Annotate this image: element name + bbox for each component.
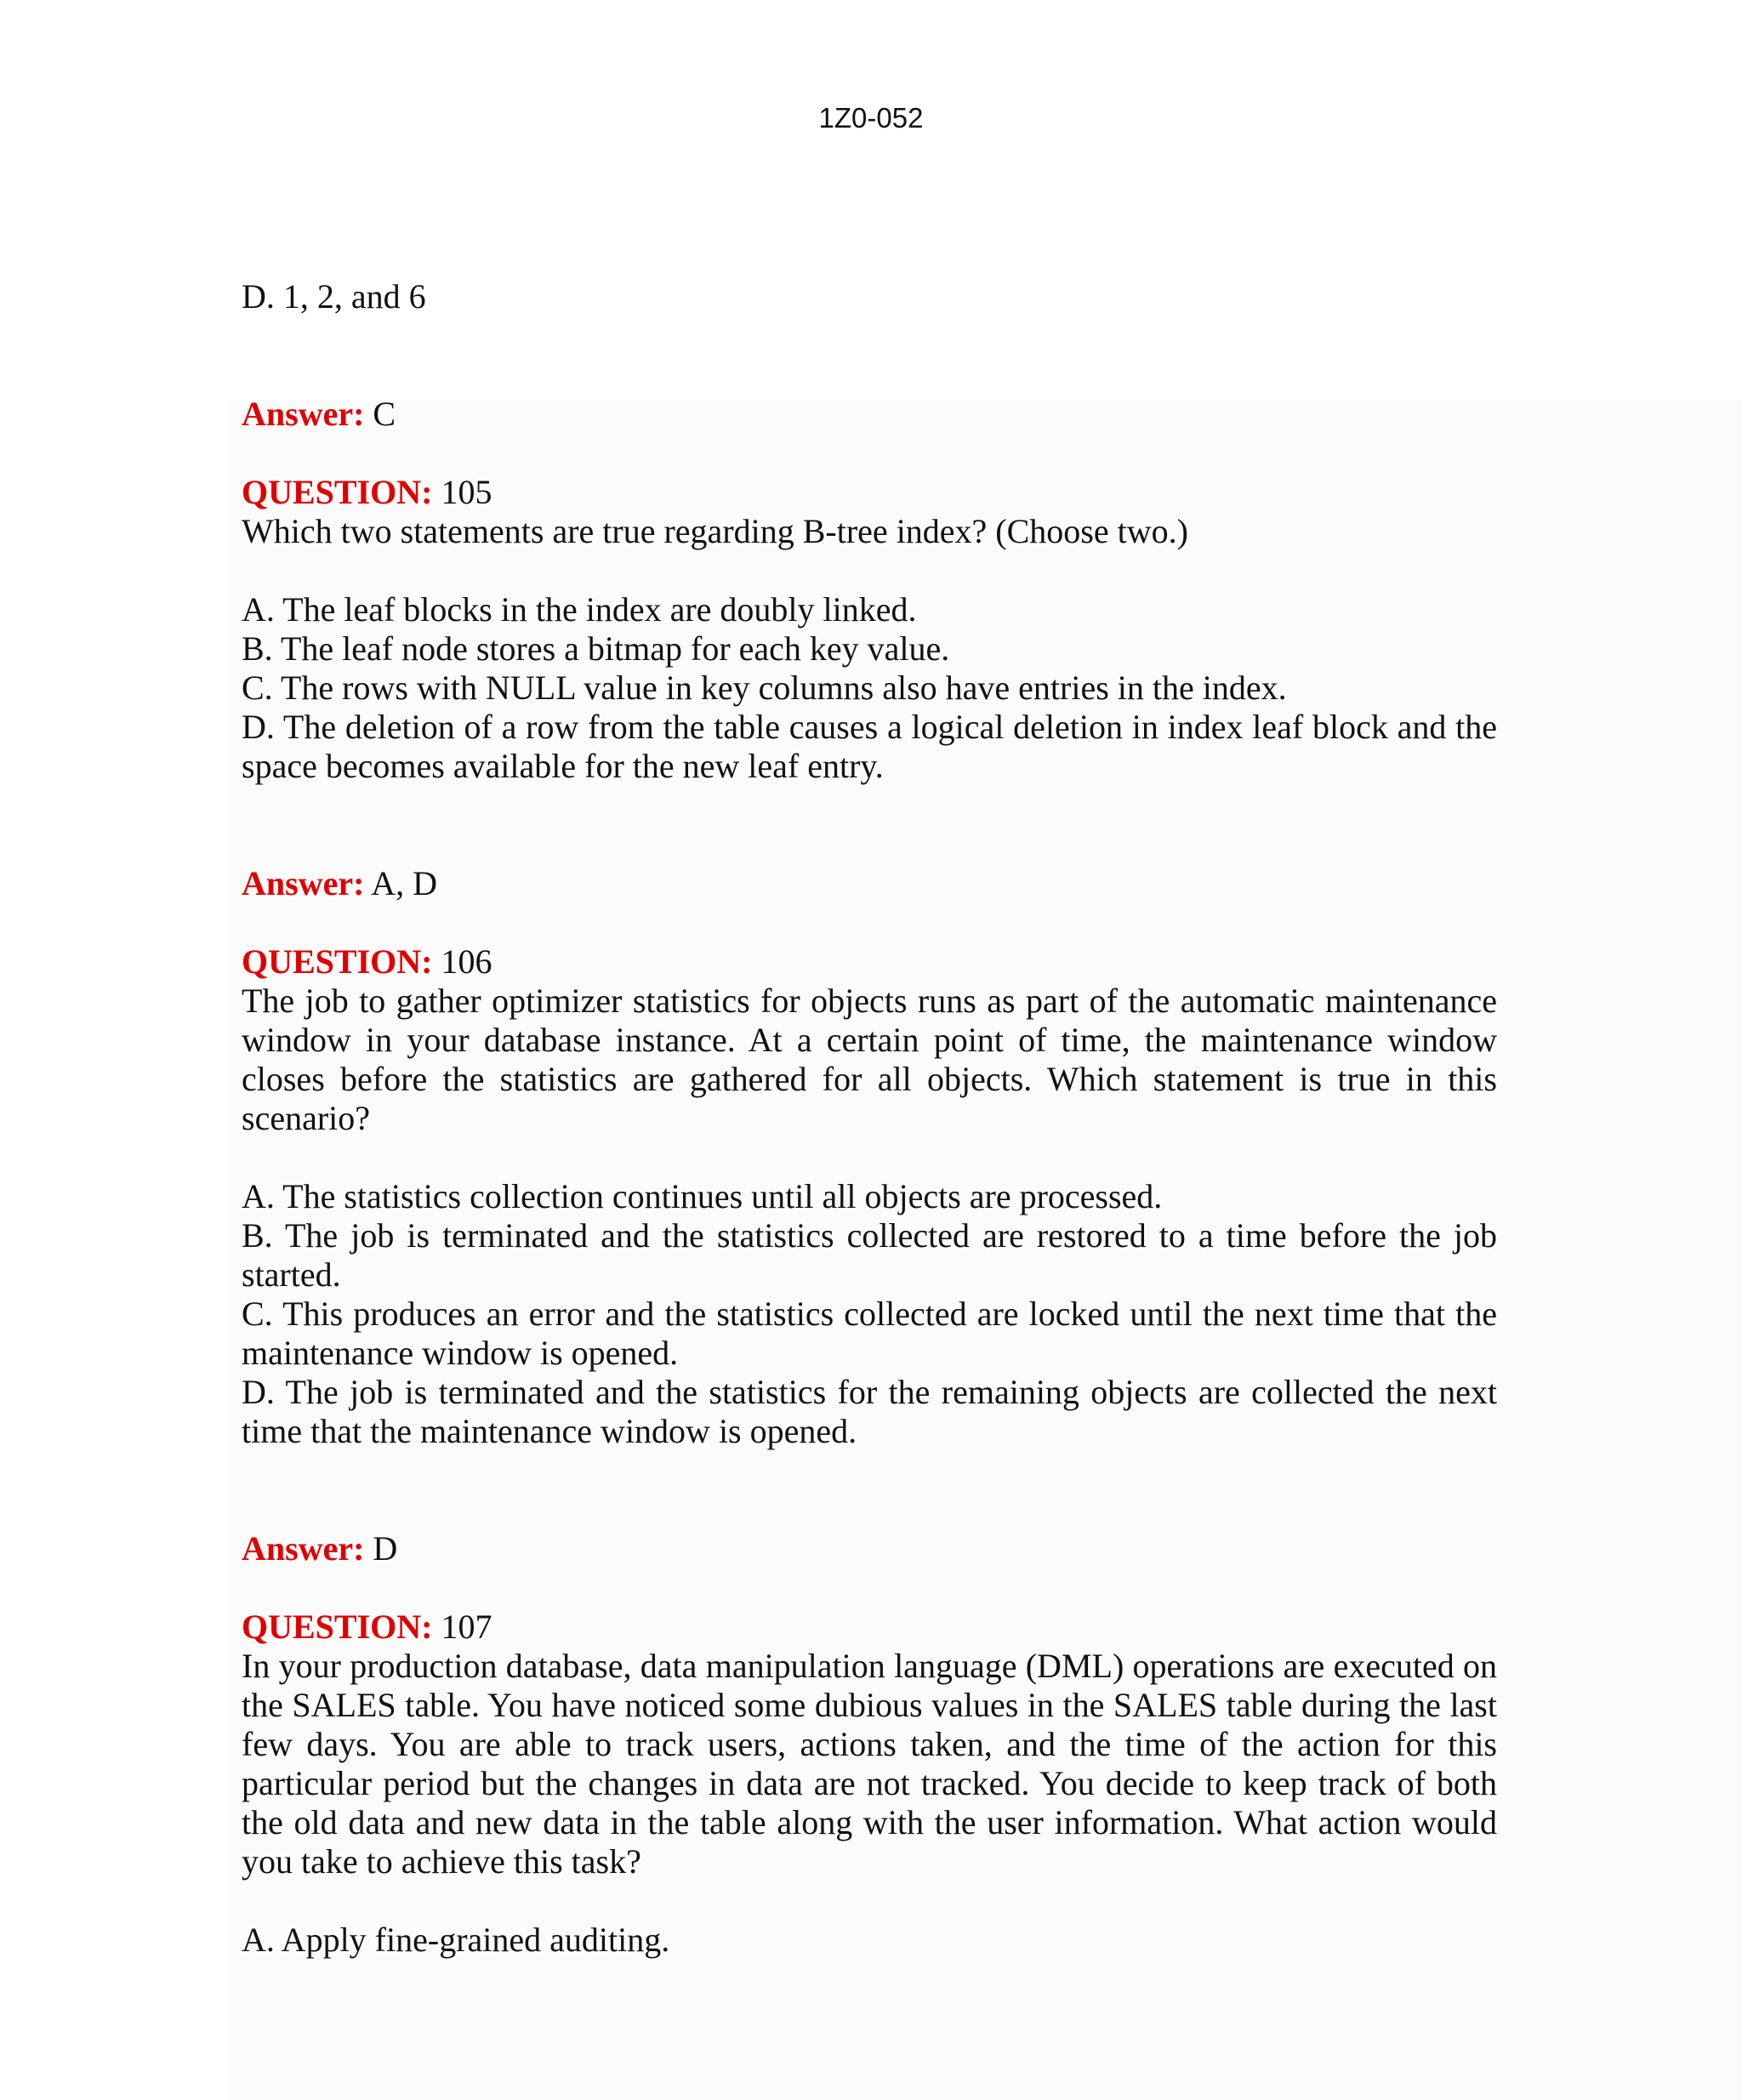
question-number: 107 bbox=[432, 1608, 492, 1646]
question-105-option-a: A. The leaf blocks in the index are doubly linked. bbox=[242, 590, 917, 629]
question-106-option-c: C. This produces an error and the statistics collected are locked until the next time that the maintenance window is opened. bbox=[242, 1295, 1497, 1372]
spacer bbox=[242, 551, 1497, 590]
answer-104 bbox=[242, 395, 1497, 434]
question-105-heading bbox=[242, 473, 1497, 512]
question-number: 106 bbox=[432, 942, 492, 981]
answer-106 bbox=[242, 1529, 1497, 1568]
question-label: QUESTION: bbox=[242, 473, 433, 511]
spacer bbox=[242, 1881, 1497, 1921]
question-106-option-d: D. The job is terminated and the statistics for the remaining objects are collected the next time that the maintenance window is opened. bbox=[242, 1373, 1497, 1450]
answer-value: D bbox=[364, 1529, 398, 1568]
question-105-option-b: B. The leaf node stores a bitmap for each key value. bbox=[242, 629, 950, 668]
question-105-text: Which two statements are true regarding B-tree index? (Choose two.) bbox=[242, 512, 1188, 550]
answer-value: C bbox=[364, 395, 396, 433]
question-106-option-b: B. The job is terminated and the statistics collected are restored to a time before the job started. bbox=[242, 1216, 1497, 1294]
answer-value: A, D bbox=[364, 864, 437, 902]
question-label: QUESTION: bbox=[242, 1608, 433, 1646]
spacer bbox=[242, 1138, 1497, 1177]
question-106-option-a: A. The statistics collection continues until all objects are processed. bbox=[242, 1177, 1163, 1215]
answer-label: Answer: bbox=[242, 395, 365, 433]
question-106-text: The job to gather optimizer statistics for objects runs as part of the automatic maintenance window in your database instance. At a certain point of time, the maintenance window closes before the statistics are gathered for all objects. Which statement is true in this scenario? bbox=[242, 982, 1497, 1137]
spacer bbox=[242, 1568, 1497, 1608]
question-107-text: In your production database, data manipulation language (DML) operations are executed on the SALES table. You have noticed some dubious values in the SALES table during the last few days. You are able to track users, actions taken, and the time of the action for this particular period but the changes in data are not tracked. You decide to keep track of both the old data and new data in the table along with the user information. What action would you take to achieve this task? bbox=[242, 1647, 1497, 1881]
answer-label: Answer: bbox=[242, 864, 365, 902]
page-content bbox=[242, 277, 1497, 1960]
question-106-heading bbox=[242, 942, 1497, 982]
question-107-heading bbox=[242, 1608, 1497, 1647]
spacer bbox=[242, 1451, 1497, 1529]
answer-105 bbox=[242, 864, 1497, 903]
question-107-option-a: A. Apply fine-grained auditing. bbox=[242, 1921, 670, 1959]
prev-option-d: D. 1, 2, and 6 bbox=[242, 277, 426, 316]
page-header: 1Z0-052 bbox=[818, 102, 924, 134]
question-105-option-d: D. The deletion of a row from the table causes a logical deletion in index leaf block and the space becomes available for the new leaf entry. bbox=[242, 708, 1497, 785]
spacer bbox=[242, 316, 1497, 395]
spacer bbox=[242, 786, 1497, 864]
spacer bbox=[242, 434, 1497, 473]
question-number: 105 bbox=[432, 473, 492, 511]
answer-label: Answer: bbox=[242, 1529, 365, 1568]
question-label: QUESTION: bbox=[242, 942, 433, 981]
question-105-option-c: C. The rows with NULL value in key columns also have entries in the index. bbox=[242, 669, 1287, 707]
spacer bbox=[242, 903, 1497, 942]
